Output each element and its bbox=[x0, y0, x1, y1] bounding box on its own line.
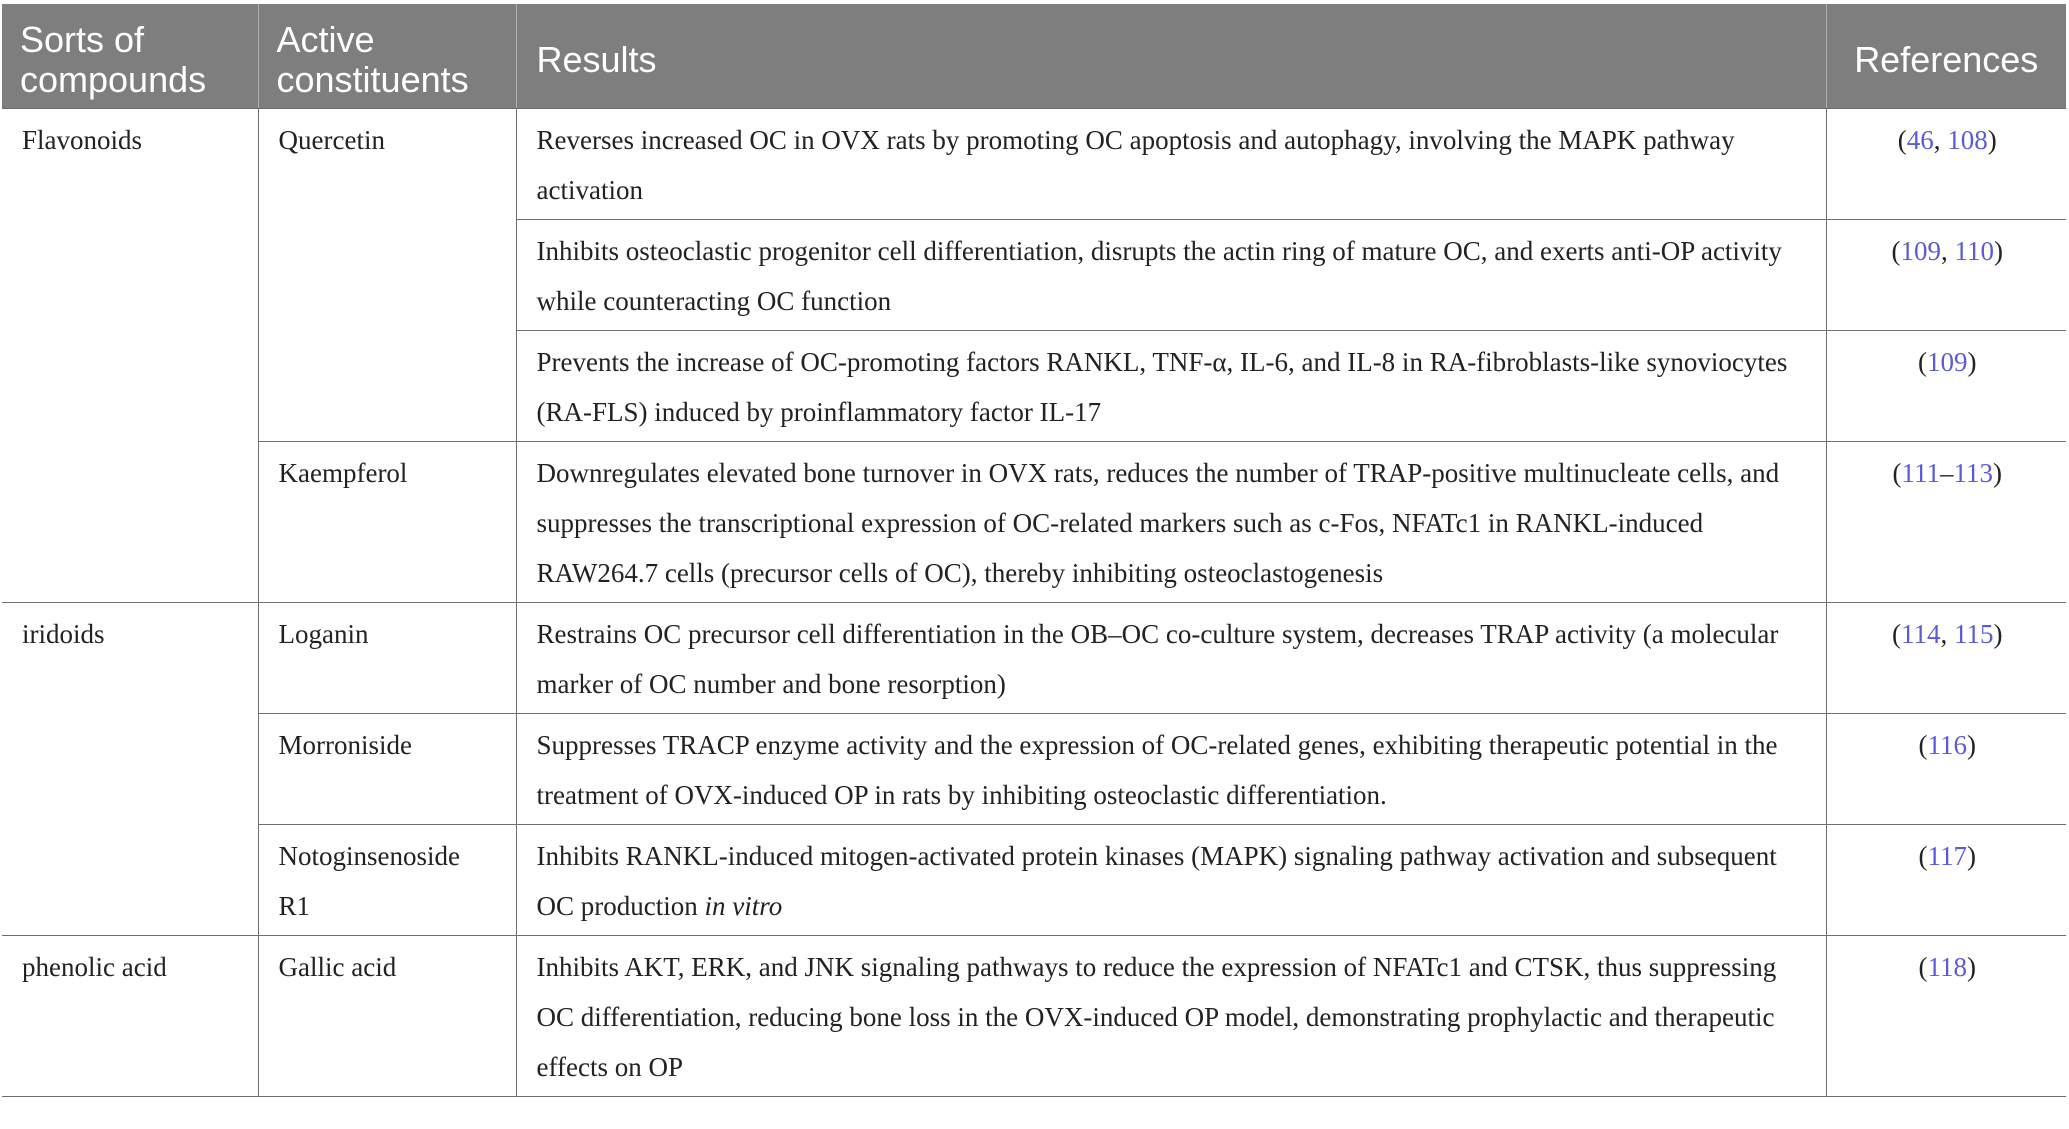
ref-separator: , bbox=[1940, 619, 1954, 649]
ref-separator: – bbox=[1940, 458, 1954, 488]
ref-paren: ) bbox=[1967, 841, 1976, 871]
table-header bbox=[2, 4, 2066, 109]
ref-separator: , bbox=[1933, 125, 1948, 155]
ref-paren: ) bbox=[1987, 125, 1997, 155]
constituent-cell: Morroniside bbox=[258, 714, 516, 825]
reference-link[interactable]: 110 bbox=[1954, 236, 1994, 266]
reference-link[interactable]: 114 bbox=[1901, 619, 1941, 649]
reference-cell bbox=[1826, 825, 2066, 936]
reference-link[interactable]: 46 bbox=[1906, 125, 1934, 155]
table-row bbox=[2, 714, 2066, 825]
ref-paren: ) bbox=[1993, 458, 2002, 488]
constituent-cell: Notoginsenoside R1 bbox=[258, 825, 516, 936]
reference-link[interactable]: 117 bbox=[1927, 841, 1967, 871]
sort-cell: iridoids bbox=[2, 603, 258, 936]
ref-paren: ( bbox=[1897, 125, 1907, 155]
ref-paren: ( bbox=[1918, 841, 1928, 871]
header-text: Active bbox=[276, 19, 375, 60]
header-results: Results bbox=[516, 4, 1826, 109]
ref-paren: ( bbox=[1891, 236, 1901, 266]
constituent-cell: Gallic acid bbox=[258, 936, 516, 1097]
compounds-table bbox=[2, 4, 2066, 1097]
reference-link[interactable]: 111 bbox=[1901, 458, 1940, 488]
reference-link[interactable]: 109 bbox=[1900, 236, 1941, 266]
ref-paren: ) bbox=[1994, 236, 2003, 266]
reference-cell bbox=[1826, 109, 2066, 220]
reference-cell bbox=[1826, 442, 2066, 603]
ref-paren: ( bbox=[1892, 458, 1902, 488]
header-text: constituents bbox=[276, 59, 469, 100]
sort-cell: Flavonoids bbox=[2, 109, 258, 603]
result-cell: Reverses increased OC in OVX rats by promoting OC apoptosis and autophagy, involving the MAPK pathway activation bbox=[516, 109, 1826, 220]
header-active-constituents bbox=[258, 4, 516, 109]
ref-paren: ) bbox=[1993, 619, 2003, 649]
reference-cell bbox=[1826, 936, 2066, 1097]
header-text: Sorts of bbox=[20, 19, 145, 60]
table-body bbox=[2, 109, 2066, 1097]
ref-paren: ( bbox=[1892, 619, 1901, 649]
reference-link[interactable]: 116 bbox=[1927, 730, 1967, 760]
result-cell: Suppresses TRACP enzyme activity and the expression of OC-related genes, exhibiting therapeutic potential in the treatment of OVX-induced OP in rats by inhibiting osteoclastic differentiation. bbox=[516, 714, 1826, 825]
reference-cell bbox=[1826, 714, 2066, 825]
constituent-cell: Loganin bbox=[258, 603, 516, 714]
reference-link[interactable]: 118 bbox=[1927, 952, 1967, 982]
result-cell: Restrains OC precursor cell differentiation in the OB–OC co-culture system, decreases TRAP activity (a molecular marker of OC number and bone resorption) bbox=[516, 603, 1826, 714]
ref-separator: , bbox=[1941, 236, 1955, 266]
sort-cell: phenolic acid bbox=[2, 936, 258, 1097]
table-row bbox=[2, 603, 2066, 714]
constituent-cell: Quercetin bbox=[258, 109, 516, 442]
result-cell: Inhibits AKT, ERK, and JNK signaling pathways to reduce the expression of NFATc1 and CTSK, thus suppressing OC differentiation, reducing bone loss in the OVX-induced OP model, demonstrating prophylactic and therapeutic effects on OP bbox=[516, 936, 1826, 1097]
reference-cell bbox=[1826, 220, 2066, 331]
table-row bbox=[2, 442, 2066, 603]
table-row bbox=[2, 825, 2066, 936]
ref-paren: ) bbox=[1967, 347, 1977, 377]
ref-paren: ( bbox=[1918, 730, 1928, 760]
result-cell bbox=[516, 825, 1826, 936]
result-text: Inhibits RANKL-induced mitogen-activated protein kinases (MAPK) signaling pathway activation and subsequent OC production bbox=[536, 841, 1777, 921]
ref-paren: ) bbox=[1967, 730, 1976, 760]
result-cell: Downregulates elevated bone turnover in OVX rats, reduces the number of TRAP-positive multinucleate cells, and suppresses the transcriptional expression of OC-related markers such as c-Fos, NFATc1 in RANKL-induced RAW264.7 cells (precursor cells of OC), thereby inhibiting osteoclastogenesis bbox=[516, 442, 1826, 603]
ref-paren: ) bbox=[1967, 952, 1976, 982]
reference-link[interactable]: 115 bbox=[1954, 619, 1994, 649]
result-cell: Inhibits osteoclastic progenitor cell differentiation, disrupts the actin ring of mature OC, and exerts anti-OP activity while counteracting OC function bbox=[516, 220, 1826, 331]
header-text: compounds bbox=[20, 59, 207, 100]
result-cell: Prevents the increase of OC-promoting factors RANKL, TNF-α, IL-6, and IL-8 in RA-fibroblasts-like synoviocytes (RA-FLS) induced by proinflammatory factor IL-17 bbox=[516, 331, 1826, 442]
page bbox=[0, 4, 2069, 1129]
reference-cell bbox=[1826, 331, 2066, 442]
reference-link[interactable]: 108 bbox=[1947, 125, 1988, 155]
reference-cell bbox=[1826, 603, 2066, 714]
header-references: References bbox=[1826, 4, 2066, 109]
table-row bbox=[2, 936, 2066, 1097]
reference-link[interactable]: 109 bbox=[1927, 347, 1968, 377]
header-row bbox=[2, 4, 2066, 109]
constituent-cell: Kaempferol bbox=[258, 442, 516, 603]
header-sorts-of-compounds bbox=[2, 4, 258, 109]
reference-link[interactable]: 113 bbox=[1953, 458, 1993, 488]
ref-paren: ( bbox=[1918, 347, 1927, 377]
ref-paren: ( bbox=[1918, 952, 1928, 982]
table-row bbox=[2, 109, 2066, 220]
result-text-italic: in vitro bbox=[704, 891, 783, 921]
